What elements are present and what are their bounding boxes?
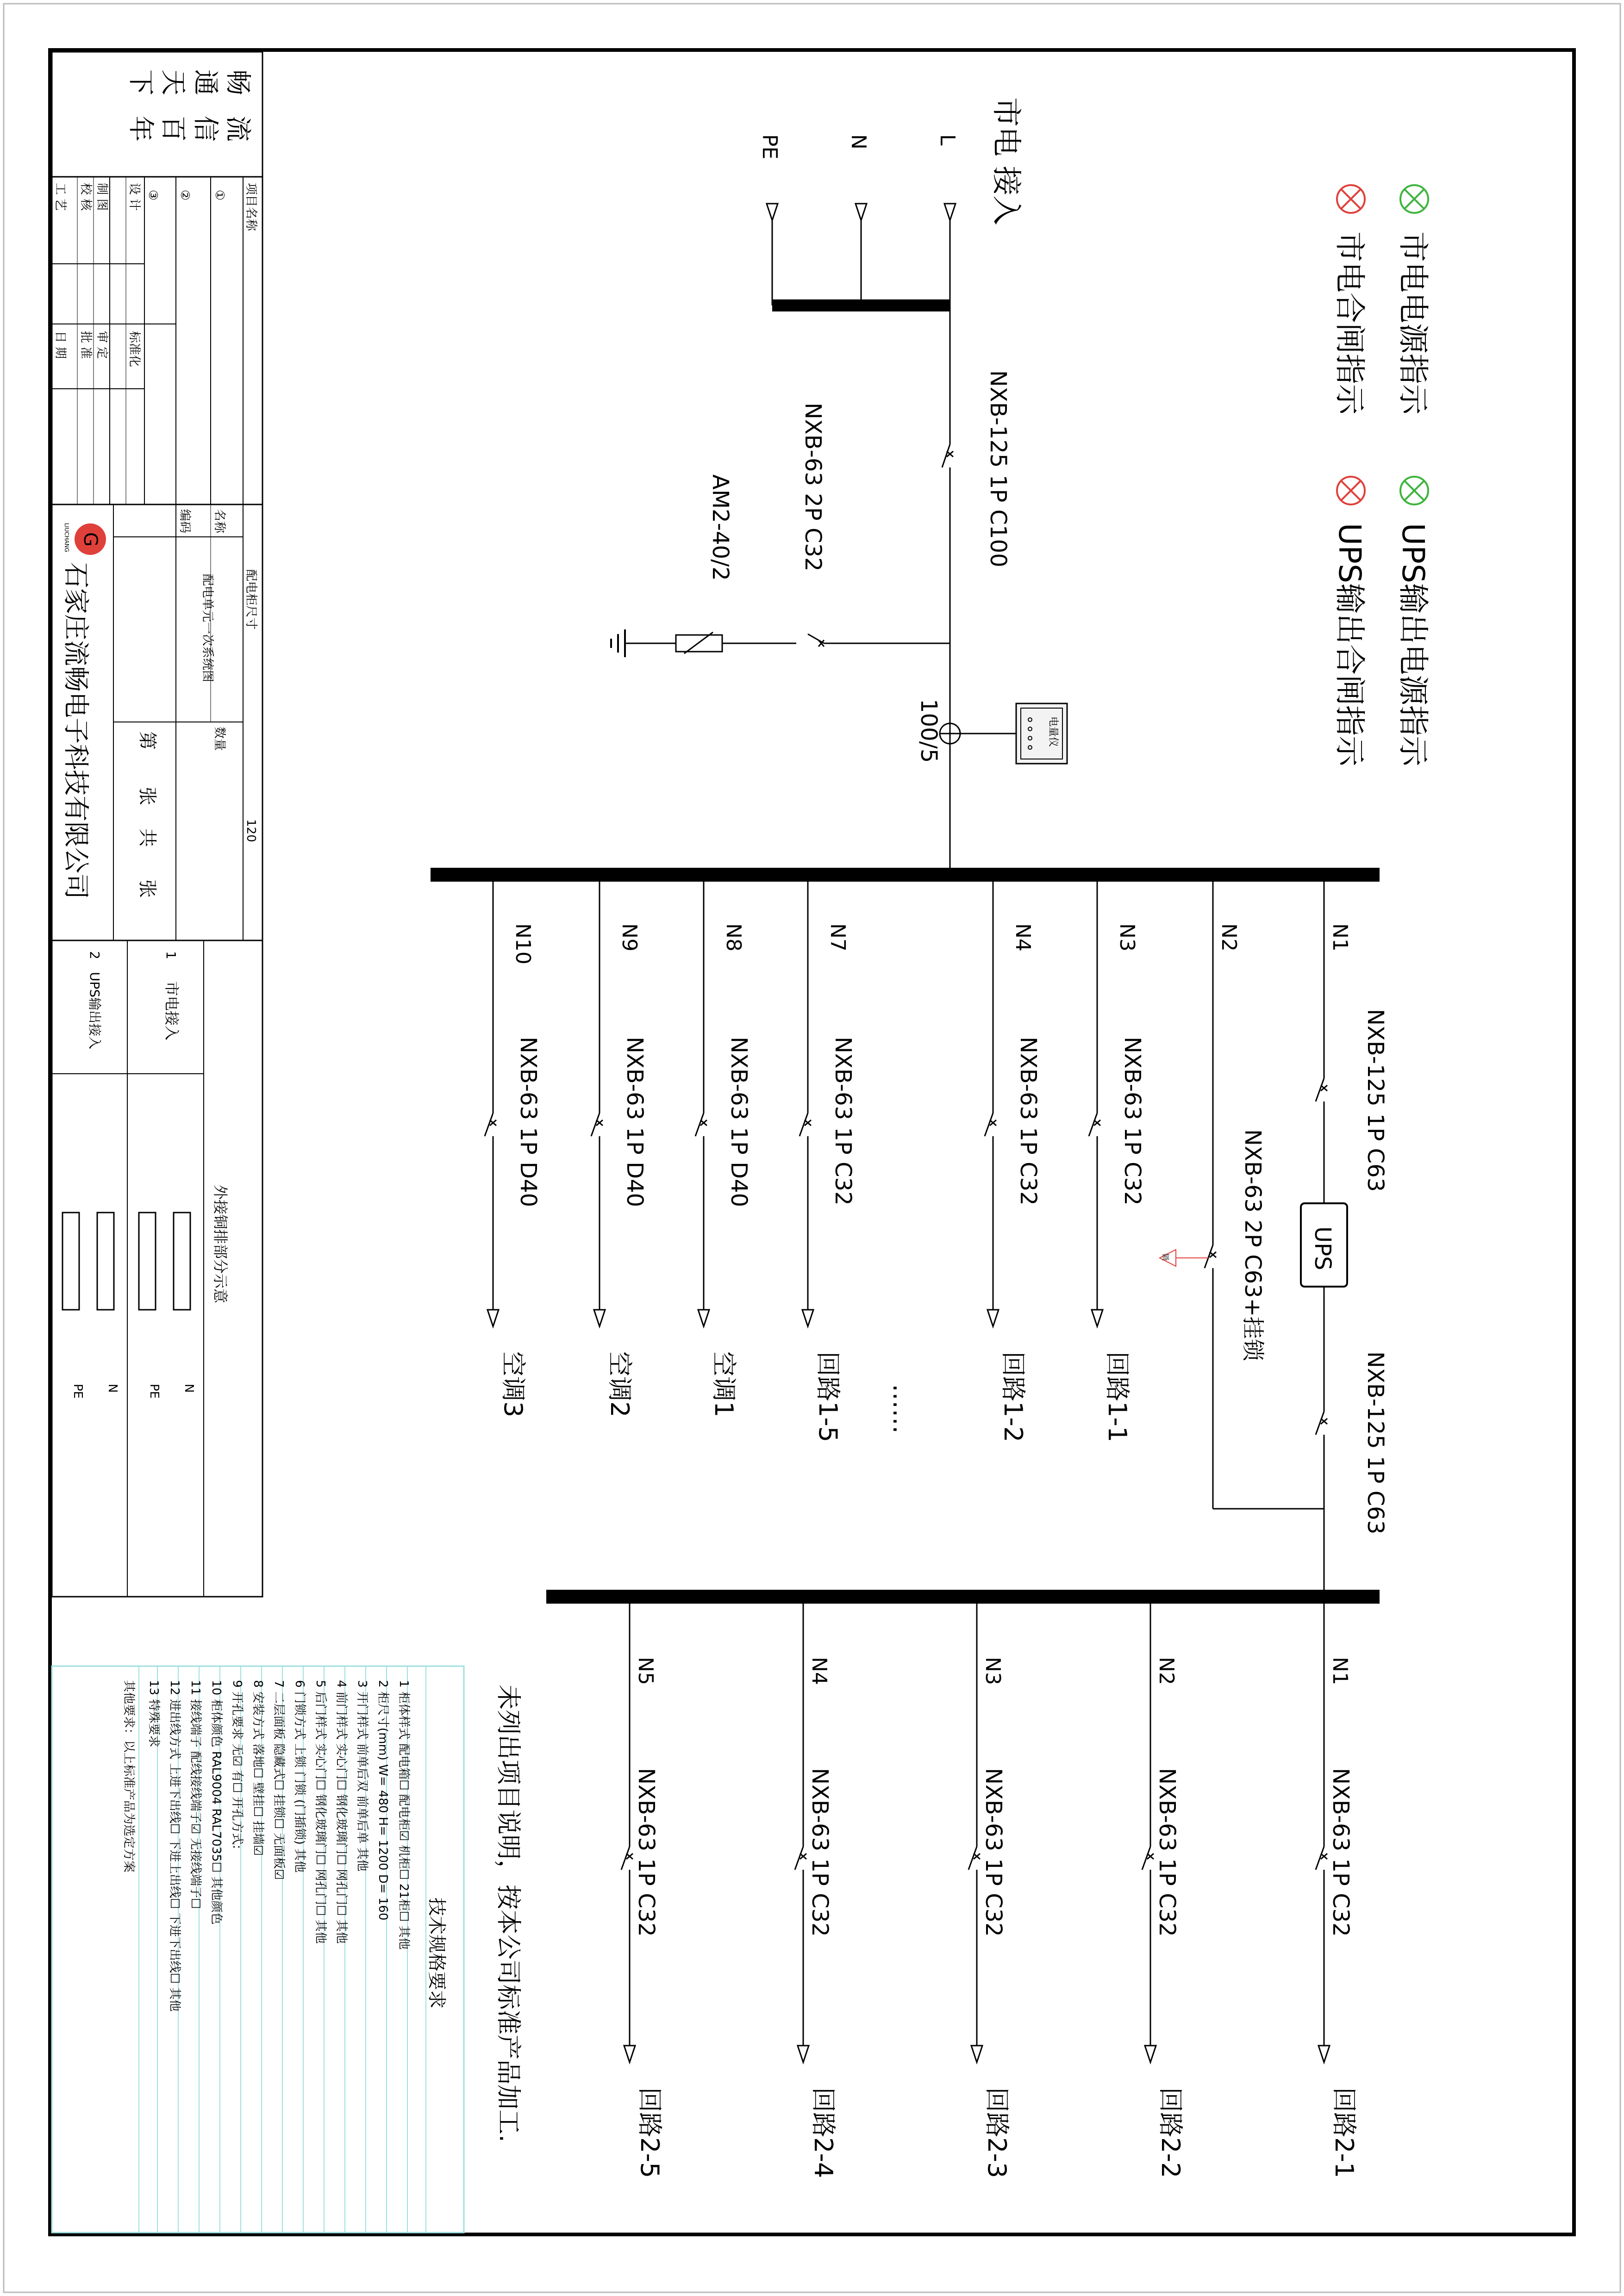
tech-spec-row: 5 后门样式 实心门☐ 钢化玻璃门☐ 网孔门☐ 其他 <box>313 1680 327 1944</box>
bus1-feeder-id: N9 <box>618 923 641 952</box>
bus1-feeder-breaker: NXB-63 1P D40 <box>622 1037 648 1207</box>
company-logo <box>63 523 106 555</box>
tech-spec-table <box>52 1666 464 2233</box>
drawing-name: 配电单元一次系统图 <box>200 574 214 683</box>
bus1-feeder-load: 回路1-2 <box>999 1351 1028 1443</box>
sheet-text: 共 <box>137 828 158 847</box>
motto-char: 通 <box>190 69 220 95</box>
role-label: 审 定 <box>95 331 109 359</box>
motto-char: 下 <box>125 69 156 95</box>
bus1-feeder-load: 空调1 <box>709 1351 738 1418</box>
bus2-feeder-id: N3 <box>981 1657 1005 1685</box>
bus2-feeder-load: 回路2-1 <box>1330 2087 1359 2178</box>
bus2-feeder-breaker: NXB-63 1P C32 <box>807 1768 833 1937</box>
role-label: 日 期 <box>53 331 67 359</box>
role-label: 设 计 <box>127 183 141 211</box>
sheet-text: 第 <box>137 731 158 750</box>
circled-2: ② <box>178 190 192 201</box>
copper-row-name: UPS输出接入 <box>87 972 102 1050</box>
tech-spec-title: 技术规格要求 <box>426 1898 447 2009</box>
tech-spec-row: 12 进出线方式 上进下出线☐ 下进上出线☐ 下进下出线☐ 其他 <box>168 1680 181 2012</box>
role-label: 制 图 <box>95 183 109 211</box>
red-indicator-icon <box>1337 477 1365 504</box>
title-block <box>52 52 262 940</box>
name-label: 名称 <box>212 509 226 534</box>
bus1-feeder-load: 回路1-5 <box>813 1351 843 1443</box>
conductor-pe: PE <box>758 134 781 160</box>
bus2-feeder-id: N4 <box>807 1657 831 1685</box>
logo-caption: LIUCHANG <box>63 523 70 552</box>
bus1-feeder-breaker: NXB-63 2P C63+挂锁 <box>1240 1129 1266 1361</box>
role-label: 标准化 <box>127 331 141 367</box>
copper-row-no: 2 <box>87 951 102 959</box>
legend-mains-closed: 市电合闸指示 <box>1332 231 1368 415</box>
copper-bar-icon <box>97 1213 114 1310</box>
bus1-ellipsis: …… <box>887 1384 917 1434</box>
copper-bar-label: N <box>106 1384 119 1393</box>
bus1-feeder-id: N4 <box>1011 923 1035 952</box>
copper-row-no: 1 <box>163 951 179 959</box>
legend-ups-closed: UPS输出合闸指示 <box>1332 523 1368 767</box>
bus1-feeder <box>591 875 648 1417</box>
bus2-feeder-breaker: NXB-63 1P C32 <box>981 1768 1006 1937</box>
lock-label: 锁 <box>1161 1253 1170 1261</box>
tech-spec-row: 6 门锁方式 上锁 门锁 (门插锁) 其他 <box>293 1680 306 1873</box>
motto-char: 信 <box>190 116 220 142</box>
mains-incoming <box>611 97 1067 870</box>
bus2-feeder-breaker: NXB-63 1P C32 <box>1328 1768 1354 1937</box>
legend-mains-power: 市电电源指示 <box>1395 231 1431 415</box>
cabinet-size-value: 120 <box>244 819 258 842</box>
copper-bar-label: PE <box>71 1384 85 1399</box>
spd-breaker-label: NXB-63 2P C32 <box>800 403 826 572</box>
copper-bar-icon <box>174 1213 190 1310</box>
bus2-feeder-breaker: NXB-63 1P C32 <box>633 1768 659 1937</box>
tech-spec-row: 7 二层面板 隐藏式☐ 挂锁☐ 无面板☑ <box>272 1680 286 1880</box>
bus1-feeder-breaker: NXB-63 1P C32 <box>1119 1037 1145 1206</box>
bus1-feeder-load: 空调2 <box>605 1351 634 1418</box>
main-breaker-label: NXB-125 1P C100 <box>985 370 1011 567</box>
copper-bar-panel <box>52 940 262 1597</box>
sheet-text: 张 <box>137 787 158 805</box>
copper-bar-label: N <box>182 1384 196 1393</box>
spd-label: AM2-40/2 <box>707 474 733 581</box>
bus2-feeder-id: N5 <box>634 1657 657 1685</box>
circled-3: ③ <box>146 190 160 201</box>
company-name: 石家庄流畅电子科技有限公司 <box>61 562 91 899</box>
quantity-label: 数量 <box>212 727 226 751</box>
motto-char: 天 <box>158 69 188 95</box>
meter-label: 电量仪 <box>1047 716 1059 747</box>
legend <box>1332 185 1431 767</box>
note-text: 未列出项目说明，按本公司标准产品加工. <box>494 1685 523 2143</box>
copper-bar-icon <box>139 1213 156 1310</box>
bus1-feeder-id: N3 <box>1115 923 1139 952</box>
bus-2 <box>546 1597 1380 2178</box>
tech-spec-row: 10 柜体颜色 RAL9004 RAL7035☐ 其他颜色 <box>209 1680 223 1925</box>
bus1-feeder-id: N1 <box>1328 923 1352 952</box>
bus1-feeder-id: N10 <box>511 923 535 964</box>
bus2-feeder <box>621 1597 664 2178</box>
motto-char: 流 <box>223 116 253 142</box>
mains-title: 市电 接入 <box>989 97 1023 225</box>
copper-bar-label: PE <box>147 1384 161 1399</box>
role-label: 工 艺 <box>53 183 67 211</box>
motto-char: 畅 <box>223 69 253 95</box>
bus2-feeder-load: 回路2-5 <box>635 2087 664 2178</box>
bus2-feeder <box>1142 1597 1185 2178</box>
bus2-feeder <box>968 1597 1012 2178</box>
motto-char: 年 <box>125 116 156 142</box>
copper-row-name: 市电接入 <box>163 981 181 1041</box>
bus1-feeder-id: N8 <box>722 923 745 952</box>
power-meter-icon <box>1016 703 1067 764</box>
role-label: 批 准 <box>79 331 93 359</box>
copper-bar-icon <box>62 1213 79 1310</box>
bus1-feeder <box>1089 875 1145 1442</box>
tech-spec-row: 4 前门样式 实心门☐ 钢化玻璃门☐ 网孔门☐ 其他 <box>334 1680 348 1944</box>
copper-bar-title: 外接铜排部分示意 <box>212 1185 229 1304</box>
bus1-feeder-breaker: NXB-63 1P C32 <box>1015 1037 1041 1206</box>
bus2-feeder-load: 回路2-4 <box>809 2087 838 2178</box>
ct-ratio-label: 100/5 <box>916 699 942 763</box>
bus1-feeder-load: 空调3 <box>499 1351 528 1418</box>
bus2-feeder <box>1316 1597 1359 2178</box>
tech-spec-row: 11 接线端子 配线接线端子☑ 无接线端子☐ <box>188 1680 202 1909</box>
bus1-feeder-id: N7 <box>826 923 849 952</box>
green-indicator-icon <box>1400 477 1428 504</box>
bus-1 <box>431 875 1388 1597</box>
tech-spec-row: 13 特殊要求 <box>147 1680 161 1748</box>
bus2-feeder-load: 回路2-2 <box>1156 2087 1185 2178</box>
bus1-feeder <box>800 875 856 1442</box>
tech-spec-row: 9 开孔要求 无☑ 有☐ 开孔方式: <box>230 1680 244 1849</box>
sheet-text: 张 <box>137 879 158 898</box>
tech-spec-row: 3 开门样式 前单后双 前单后单 其他 <box>355 1680 369 1872</box>
bus1-feeder-load: 回路1-1 <box>1103 1351 1132 1443</box>
motto-char: 百 <box>158 116 188 142</box>
bus2-feeder-breaker: NXB-63 1P C32 <box>1154 1768 1180 1937</box>
project-name-label: 项目名称 <box>244 183 258 231</box>
legend-ups-output: UPS输出电源指示 <box>1395 523 1431 767</box>
bus1-feeder-breaker: NXB-125 1P C63 <box>1362 1009 1388 1192</box>
bus1-feeder-id: N2 <box>1217 923 1241 952</box>
role-label: 校 核 <box>79 183 93 211</box>
tech-spec-row: 其他要求：以上标准产品为选定方案 <box>122 1680 136 1873</box>
ups-output-breaker-label: NXB-125 1P C63 <box>1362 1351 1388 1535</box>
tech-spec-row: 2 柜尺寸(mm) W= 480 H= 1200 D= 160 <box>376 1680 390 1921</box>
cabinet-size-label: 配电柜尺寸 <box>244 569 258 630</box>
green-indicator-icon <box>1400 185 1428 213</box>
bus2-feeder-id: N2 <box>1155 1657 1178 1685</box>
tech-spec-row: 8 安装方式 落地☐ 壁挂☐ 挂墙☑ <box>251 1680 265 1856</box>
bus1-feeder-breaker: NXB-63 1P D40 <box>515 1037 541 1207</box>
bus2-feeder-id: N1 <box>1328 1657 1352 1685</box>
bus1-feeder <box>985 875 1041 1442</box>
circled-1: ① <box>212 190 226 201</box>
conductor-n: N <box>847 134 870 149</box>
conductor-l: L <box>936 134 959 146</box>
bus2-feeder <box>795 1597 838 2178</box>
bus1-feeder-breaker: NXB-63 1P D40 <box>726 1037 752 1207</box>
bus2-feeder-load: 回路2-3 <box>982 2087 1012 2178</box>
red-indicator-icon <box>1337 185 1365 213</box>
bus1-feeder <box>695 875 752 1417</box>
bus1-feeder-breaker: NXB-63 1P C32 <box>830 1037 856 1206</box>
svg-text:G: G <box>80 532 101 547</box>
tech-spec-row: 1 柜体样式 配电箱☐ 配电柜☑ 机柜☐ 21柜☐ 其他 <box>397 1680 411 1950</box>
ups-label: UPS <box>1310 1226 1336 1270</box>
code-label: 编码 <box>178 509 192 534</box>
